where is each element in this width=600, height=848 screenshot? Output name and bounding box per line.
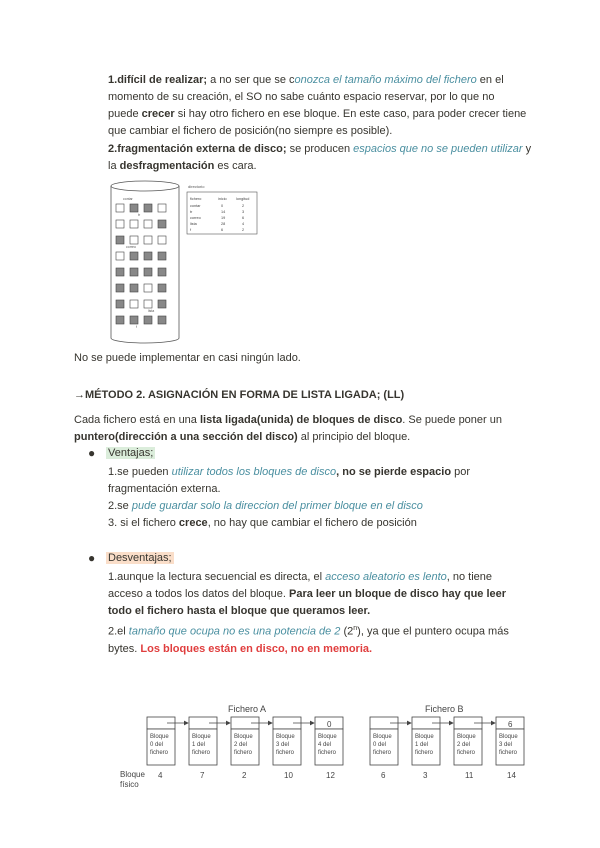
red-text: Los bloques están en disco, no en memoria. (140, 642, 373, 655)
file-a-block-label: Bloque (234, 734, 253, 740)
desventajas-item-2 (108, 620, 528, 658)
bold-text: , no se pierde espacio (336, 466, 452, 478)
row-label-fisico: físico (120, 780, 139, 789)
file-a-physical-block: 7 (200, 771, 205, 780)
file-a-block-label: Bloque (318, 734, 337, 740)
table-cell: 6 (242, 216, 245, 220)
emphasis: utilizar todos los bloques de disco (171, 466, 337, 478)
desventajas-item-1 (108, 569, 528, 620)
file-b-block-label: 0 del (373, 742, 387, 748)
text: 3. si el fichero (108, 517, 179, 529)
file-b-chain (370, 717, 524, 765)
item-number: 1. (108, 74, 118, 86)
text: , no hay que cambiar el fichero de posición (207, 517, 417, 529)
desventajas-bullet: ● (88, 551, 96, 565)
svg-text:f: f (136, 325, 137, 329)
ventajas-item-2 (108, 498, 538, 515)
file-b-block-label: fichero (499, 750, 518, 756)
file-a-block-label: 1 del (192, 742, 206, 748)
item-label: fragmentación externa de disco; (117, 143, 287, 155)
table-cell: f (190, 228, 192, 232)
bold-text: desfragmentación (119, 160, 215, 172)
file-b-block-label: fichero (373, 750, 392, 756)
file-a-block-label: fichero (234, 750, 253, 756)
file-b-terminator: 6 (508, 720, 513, 729)
ventajas-bullet: ● (88, 446, 96, 460)
table-cell: 3 (242, 210, 245, 214)
text: es cara. (214, 160, 257, 172)
file-b-physical-block: 11 (465, 771, 474, 780)
text: 2.el (108, 625, 129, 638)
file-b-block-label: 2 del (457, 742, 471, 748)
file-a-terminator: 0 (327, 720, 332, 729)
table-cell: tr (190, 210, 193, 214)
file-a-block-label: 3 del (276, 742, 290, 748)
file-a-block-label: 4 del (318, 742, 332, 748)
ventajas-item-3 (108, 515, 538, 532)
table-cell: 2 (242, 204, 245, 208)
paragraph-dificil (108, 72, 528, 140)
file-a-block-label: 2 del (234, 742, 248, 748)
file-a-block-label: Bloque (192, 734, 211, 740)
paragraph-lista-ligada (74, 412, 534, 446)
table-cell: 19 (221, 216, 226, 220)
header-longitud: longitud (236, 197, 250, 201)
emphasis: acceso aleatorio es lento (325, 571, 447, 583)
text: Cada fichero está en una (74, 414, 200, 426)
text: por fragmentación externa. (108, 466, 471, 495)
file-a-physical-block: 12 (326, 771, 335, 780)
text: (2 (340, 625, 354, 638)
bold-text: puntero(dirección a una sección del disco) (74, 431, 298, 443)
file-a-block-label: Bloque (276, 734, 295, 740)
file-a-chain (147, 717, 343, 765)
text: . Se puede poner un (402, 414, 502, 426)
file-a-block-label: Bloque (150, 734, 169, 740)
table-cell: 0 (221, 204, 224, 208)
table-cell: 4 (242, 222, 245, 226)
text: 1.aunque la lectura secuencial es directa, el (108, 571, 326, 583)
table-cell: contar (190, 204, 201, 208)
file-b-block-label: Bloque (499, 734, 518, 740)
superscript: n (353, 625, 358, 632)
svg-text:lista: lista (148, 309, 155, 313)
file-b-block-label: Bloque (415, 734, 434, 740)
file-a-physical-block: 4 (158, 771, 163, 780)
text: se producen (286, 143, 354, 155)
bold-text: crecer (141, 108, 175, 120)
ventajas-title (106, 445, 155, 462)
text: ), ya que el puntero ocupa más bytes. (108, 625, 509, 655)
table-cell: 14 (221, 210, 226, 214)
row-label-bloque: Bloque (120, 770, 145, 779)
file-b-physical-block: 3 (423, 771, 428, 780)
file-b-physical-block: 14 (507, 771, 516, 780)
file-a-block-label: fichero (318, 750, 337, 756)
ventajas-label: Ventajas; (108, 447, 154, 459)
table-cell: lista (190, 222, 197, 226)
text: 2.se (108, 500, 132, 512)
text: a no ser que se c (207, 74, 295, 86)
disk-cylinder (111, 181, 179, 343)
file-a-block-label: fichero (276, 750, 295, 756)
item-number: 2. (108, 143, 118, 155)
ventajas-item-1 (108, 464, 538, 498)
file-b-block-label: Bloque (457, 734, 476, 740)
file-b-physical-block: 6 (381, 771, 386, 780)
table-cell: correo (190, 216, 201, 220)
file-b-block-label: fichero (457, 750, 476, 756)
header-inicio: inicio (218, 197, 227, 201)
text: , no tiene acceso a todos los datos del bloque. (108, 571, 493, 600)
text: en el momento de su creación, el SO no sabe cuánto espacio reservar, por lo que no puede (108, 74, 504, 120)
table-cell: 28 (221, 222, 226, 226)
desventajas-title (106, 550, 174, 567)
table-title: directorio (188, 184, 205, 189)
file-a-block-label: fichero (192, 750, 211, 756)
paragraph-no-implementar: No se puede implementar en casi ningún lado. (74, 352, 301, 364)
paragraph-fragmentacion (108, 141, 533, 175)
file-b-block-label: fichero (415, 750, 434, 756)
text: al principio del bloque. (297, 431, 411, 443)
file-a-physical-block: 10 (284, 771, 293, 780)
linked-list-figure (0, 690, 600, 800)
emphasis: onozca el tamaño máximo del fichero (294, 74, 477, 86)
bold-text: lista ligada(unida) de bloques de disco (199, 414, 403, 426)
item-label: difícil de realizar; (117, 74, 208, 86)
file-b-title: Fichero B (425, 704, 464, 714)
text: 1.se pueden (108, 466, 172, 478)
directory-table (187, 184, 257, 234)
svg-text:contar: contar (123, 197, 133, 201)
text: y la (108, 143, 532, 172)
emphasis: tamaño que ocupa no es una potencia de 2 (128, 625, 341, 638)
table-cell: 6 (221, 228, 224, 232)
desventajas-label: Desventajas; (108, 552, 172, 564)
section-heading: →MÉTODO 2. ASIGNACIÓN EN FORMA DE LISTA LIGADA; (LL) (74, 389, 405, 401)
header-fichero: fichero (190, 197, 202, 201)
bold-text: Para leer un bloque de disco hay que leer todo el fichero hasta el bloque que queramos leer. (108, 588, 507, 617)
file-b-block-label: 3 del (499, 742, 513, 748)
emphasis: espacios que no se pueden utilizar (353, 143, 523, 155)
table-cell: 2 (242, 228, 245, 232)
text: si hay otro fichero en ese bloque. En este caso, para poder crecer tiene que cambiar el fichero de posición(no siempre es posible). (108, 108, 527, 137)
file-a-physical-block: 2 (242, 771, 247, 780)
file-a-block-label: 0 del (150, 742, 164, 748)
contiguous-allocation-figure (108, 178, 268, 346)
svg-text:tr: tr (138, 213, 141, 217)
file-b-block-label: 1 del (415, 742, 429, 748)
file-a-block-label: fichero (150, 750, 169, 756)
bold-text: crece (178, 517, 208, 529)
file-b-block-label: Bloque (373, 734, 392, 740)
svg-text:correo: correo (126, 245, 136, 249)
file-a-title: Fichero A (228, 704, 267, 714)
emphasis: pude guardar solo la direccion del primer bloque en el disco (131, 500, 423, 512)
